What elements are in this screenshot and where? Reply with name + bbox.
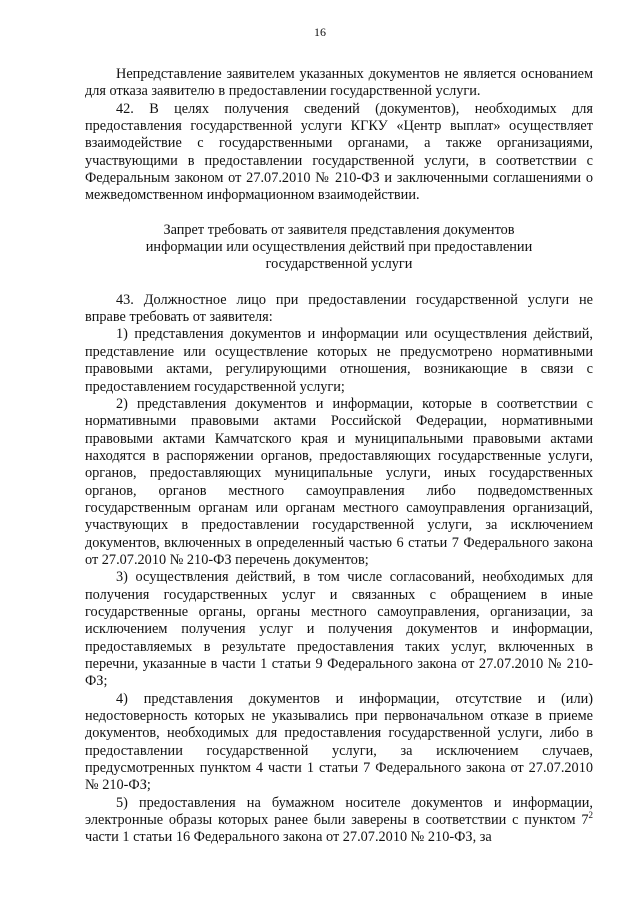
paragraph-42: 42. В целях получения сведений (документов), необходимых для предоставления государственной услуги КГКУ «Центр выплат» осуществляет взаимодействие с государственными органами, а также организациями, участвующими в предоставлении государственной услуги, в соответствии с Федеральным законом от 27.07.2010 № 210-ФЗ и заключенными соглашениями о межведомственном информационном взаимодействии. bbox=[85, 100, 593, 204]
list-item-5-superscript: 2 bbox=[588, 810, 593, 821]
section-heading bbox=[85, 205, 593, 292]
paragraph-non-submission: Непредставление заявителем указанных документов не является основанием для отказа заявителю в предоставлении государственной услуги. bbox=[85, 66, 593, 100]
list-item-4: 4) представления документов и информации, отсутствие и (или) недостоверность которых не указывались при первоначальном отказе в приеме документов, необходимых для предоставления государственной услуги, либо в предоставлении государственной услуги, за исключением случаев, предусмотренных пунктом 4 части 1 статьи 7 Федерального закона от 27.07.2010 № 210-ФЗ; bbox=[85, 690, 593, 794]
section-heading-line: информации или осуществления действий при предоставлении bbox=[145, 239, 533, 256]
section-heading-line: государственной услуги bbox=[265, 256, 413, 273]
list-item-2: 2) представления документов и информации, которые в соответствии с нормативными правовыми актами Российской Федерации, нормативными правовыми актами Камчатского края и муниципальными правовыми актами находятся в распоряжении органов, предоставляющих государственные услуги, органов, предоставляющих муниципальные услуги, иных государственных органов, органов местного самоуправления либо подведомственных государственным органам или органам местного самоуправления организаций, участвующих в предоставлении государственной услуги, за исключением документов, включенных в определенный частью 6 статьи 7 Федерального закона от 27.07.2010 № 210-ФЗ перечень документов; bbox=[85, 395, 593, 568]
list-item-5 bbox=[85, 795, 593, 847]
list-item-5-text-continued: части 1 статьи 16 Федерального закона от 27.07.2010 № 210-ФЗ, за bbox=[85, 829, 492, 846]
document-body bbox=[85, 66, 593, 847]
section-heading-line: Запрет требовать от заявителя представления документов bbox=[163, 221, 515, 238]
list-item-5-text: 5) предоставления на бумажном носителе документов и информации, электронные образы которых ранее были заверены в соответствии с пунктом 7 bbox=[85, 794, 593, 829]
page-number: 16 bbox=[314, 25, 326, 39]
list-item-3: 3) осуществления действий, в том числе согласований, необходимых для получения государственных услуг и связанных с обращением в иные государственные органы, органы местного самоуправления, организации, за исключением получения услуг и получения документов и информации, предоставляемых в результате предоставления таких услуг, включенных в перечни, указанные в части 1 статьи 9 Федерального закона от 27.07.2010 № 210-ФЗ; bbox=[85, 569, 593, 690]
paragraph-43: 43. Должностное лицо при предоставлении государственной услуги не вправе требовать от заявителя: bbox=[85, 291, 593, 326]
list-item-1: 1) представления документов и информации или осуществления действий, представление или осуществление которых не предусмотрено нормативными правовыми актами, регулирующими отношения, возникающие в связи с предоставлением государственной услуги; bbox=[85, 326, 593, 395]
